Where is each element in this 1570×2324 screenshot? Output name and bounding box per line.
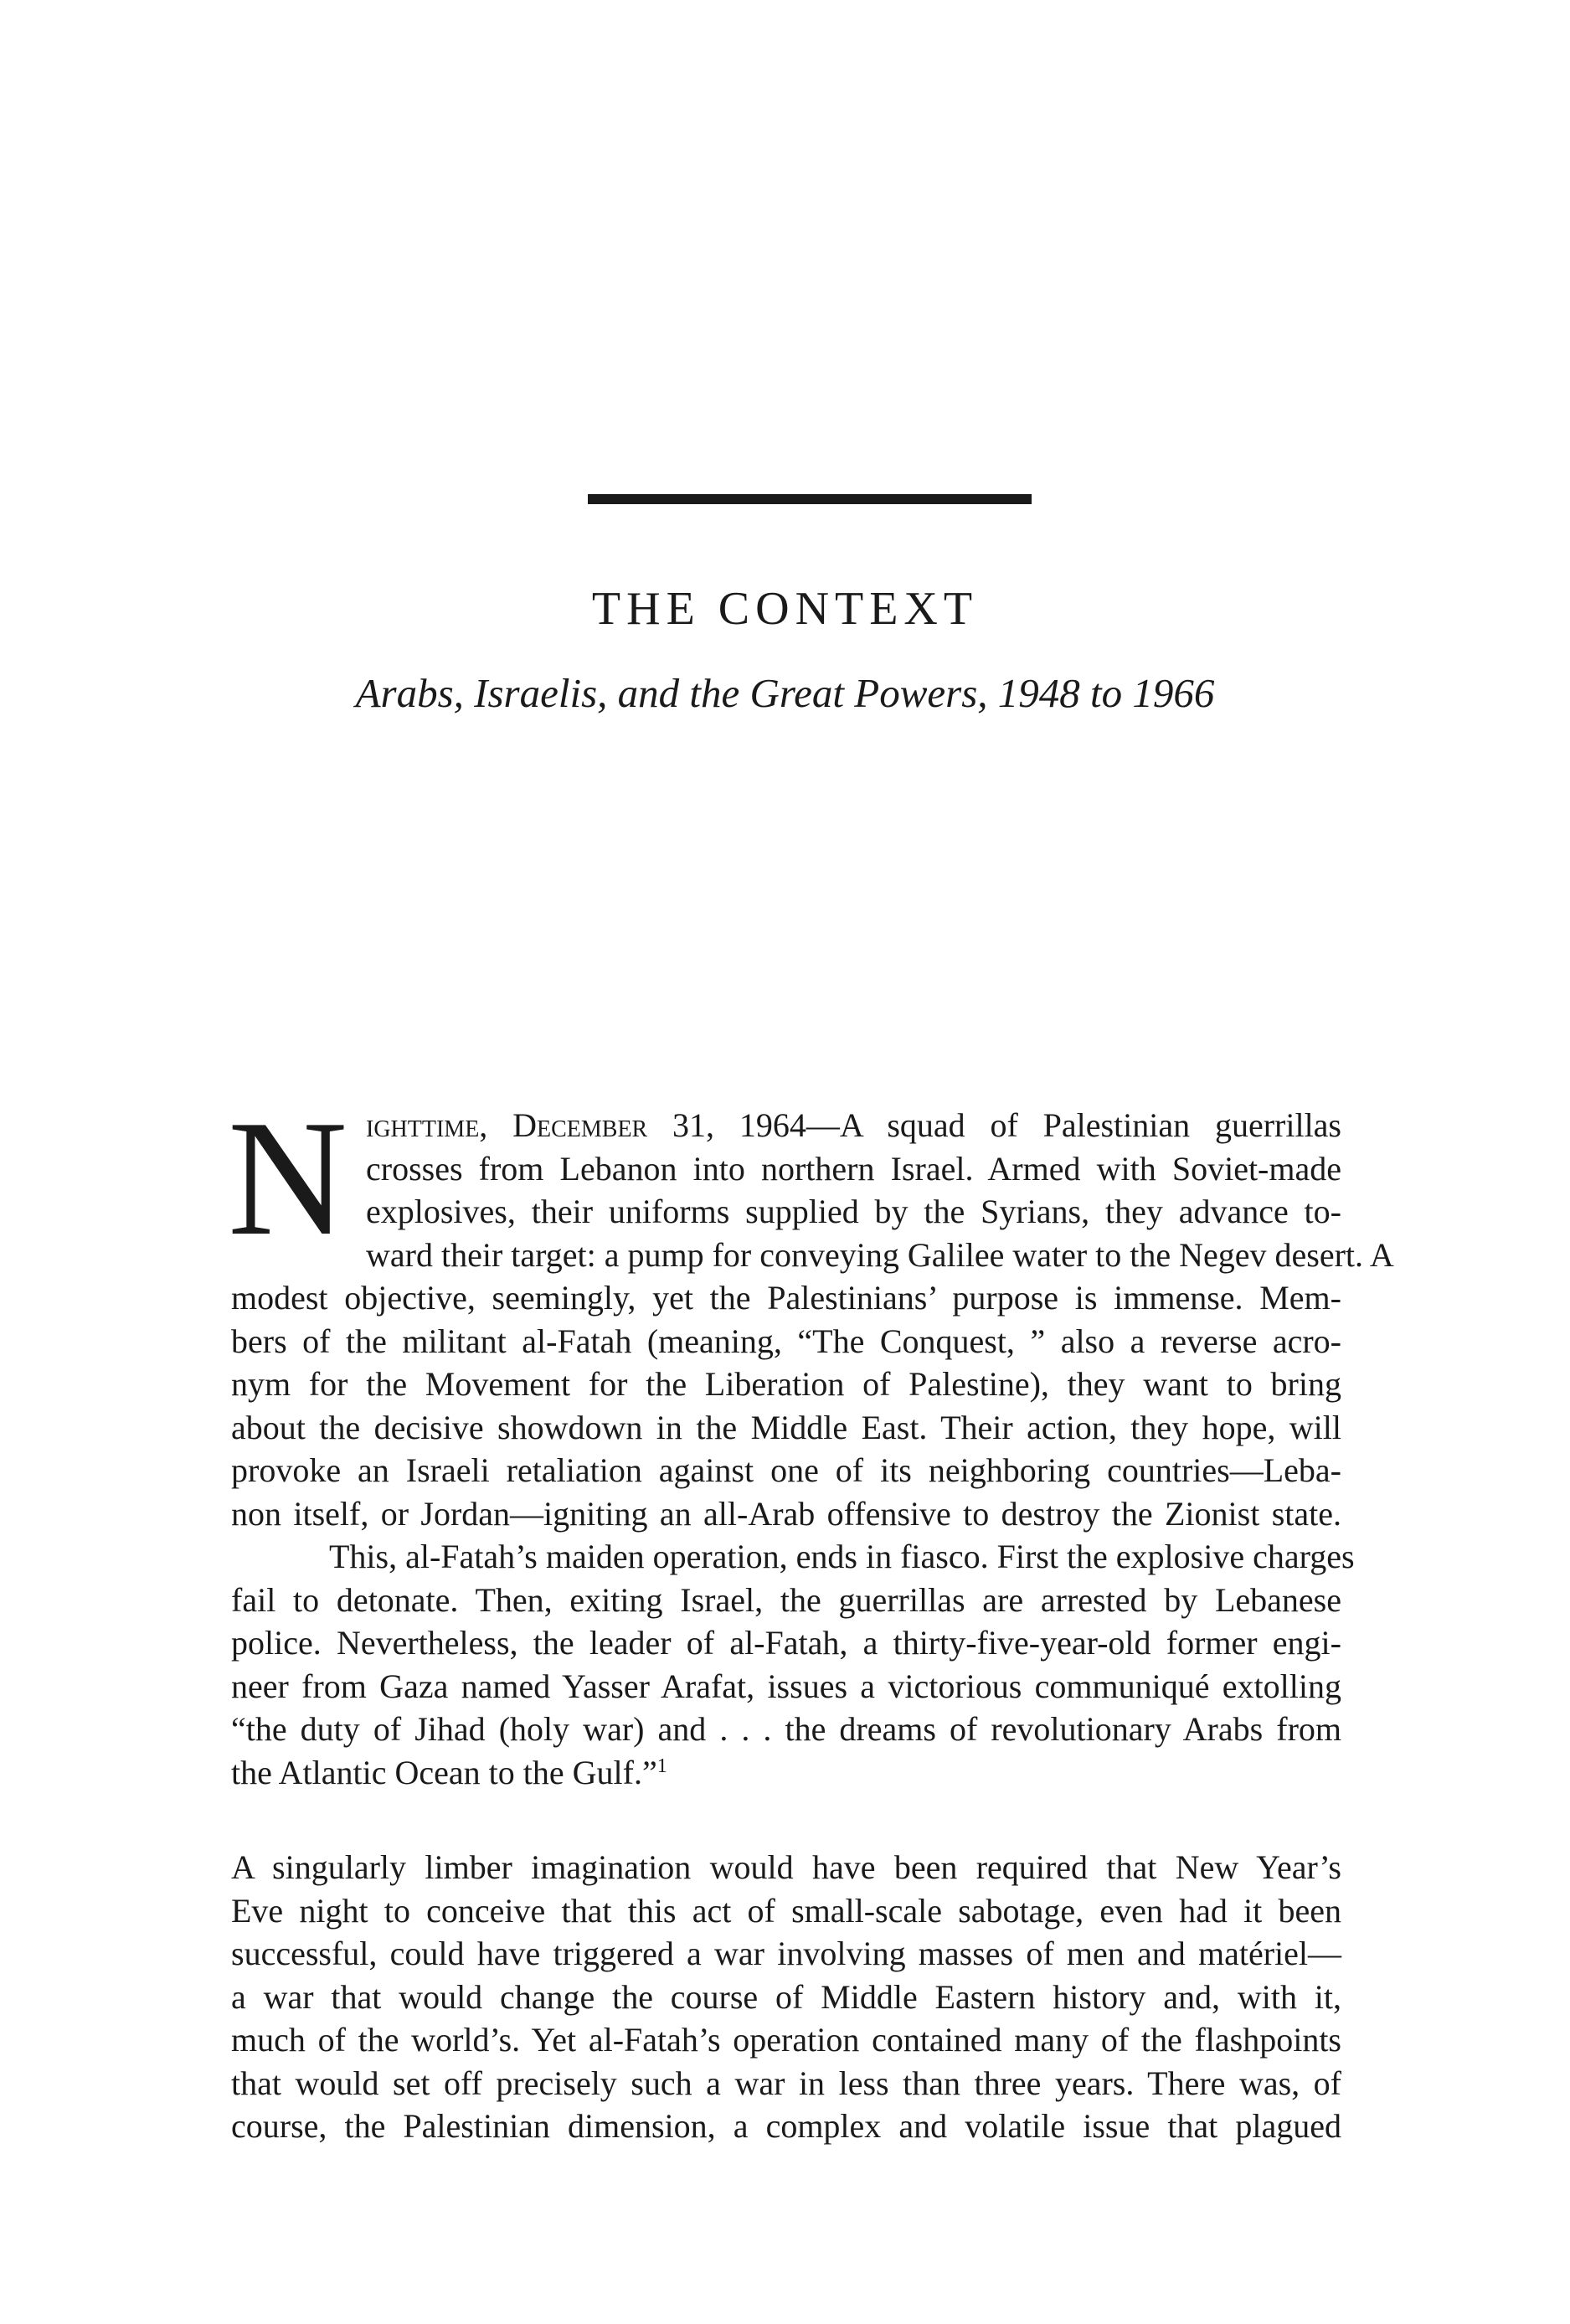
text-line: explosives, their uniforms supplied by the Syrians, they advance to- [366, 1193, 1341, 1230]
chapter-subtitle: Arabs, Israelis, and the Great Powers, 1948 to 1966 [355, 670, 1215, 716]
text-line: non itself, or Jordan—igniting an all-Arab offensive to destroy the Zionist state. [231, 1494, 1341, 1533]
opening-line-rest: —A squad of Palestinian guerrillas [806, 1106, 1342, 1144]
text-line: successful, could have triggered a war involving masses of men and matériel— [231, 1935, 1341, 1972]
opening-section [228, 1086, 1394, 1794]
footnote-reference[interactable]: 1 [656, 1755, 667, 1777]
text-line: Eve night to conceive that this act of small-scale sabotage, even had it been [231, 1891, 1341, 1930]
paragraph-end-text: the Atlantic Ocean to the Gulf.” [231, 1753, 657, 1791]
chapter-title: THE CONTEXT [591, 583, 979, 635]
text-line: about the decisive showdown in the Middle East. Their action, they hope, will [231, 1408, 1341, 1446]
text-line: modest objective, seemingly, yet the Palestinians’ purpose is immense. Mem- [231, 1279, 1341, 1317]
text-line: neer from Gaza named Yasser Arafat, issues a victorious communiqué extolling [231, 1667, 1341, 1705]
drop-cap: N [228, 1086, 347, 1270]
text-line: provoke an Israeli retaliation against one of its neighboring countries—Leba- [231, 1451, 1341, 1489]
text-line: A singularly limber imagination would have been required that New Year’s [231, 1848, 1341, 1886]
chapter-rule [588, 494, 1032, 504]
text-line: “the duty of Jihad (holy war) and . . . the dreams of revolutionary Arabs from [231, 1710, 1341, 1748]
text-line: police. Nevertheless, the leader of al-Fatah, a thirty-five-year-old former engi- [231, 1624, 1341, 1662]
text-line: much of the world’s. Yet al-Fatah’s operation contained many of the flashpoints [231, 2021, 1341, 2059]
opening-dateline: ighttime, December 31, 1964 [366, 1106, 806, 1144]
text-line [231, 1104, 1341, 1147]
second-section [231, 1846, 1341, 2148]
text-line: bers of the militant al-Fatah (meaning, “The Conquest, ” also a reverse acro- [231, 1322, 1341, 1360]
text-line: course, the Palestinian dimension, a complex and volatile issue that plagued [231, 2107, 1341, 2145]
text-line: This, al-Fatah’s maiden operation, ends in fiasco. First the explosive charges [329, 1538, 1355, 1575]
text-line: nym for the Movement for the Liberation of Palestine), they want to bring [231, 1365, 1341, 1403]
text-line: crosses from Lebanon into northern Israel. Armed with Soviet-made [366, 1149, 1341, 1188]
text-line [231, 1751, 1341, 1795]
text-line: ward their target: a pump for conveying Galilee water to the Negev desert. A [366, 1235, 1394, 1274]
text-line: that would set off precisely such a war in less than three years. There was, of [231, 2064, 1341, 2102]
text-line: a war that would change the course of Middle Eastern history and, with it, [231, 1977, 1341, 2016]
text-line: fail to detonate. Then, exiting Israel, the guerrillas are arrested by Lebanese [231, 1580, 1341, 1619]
